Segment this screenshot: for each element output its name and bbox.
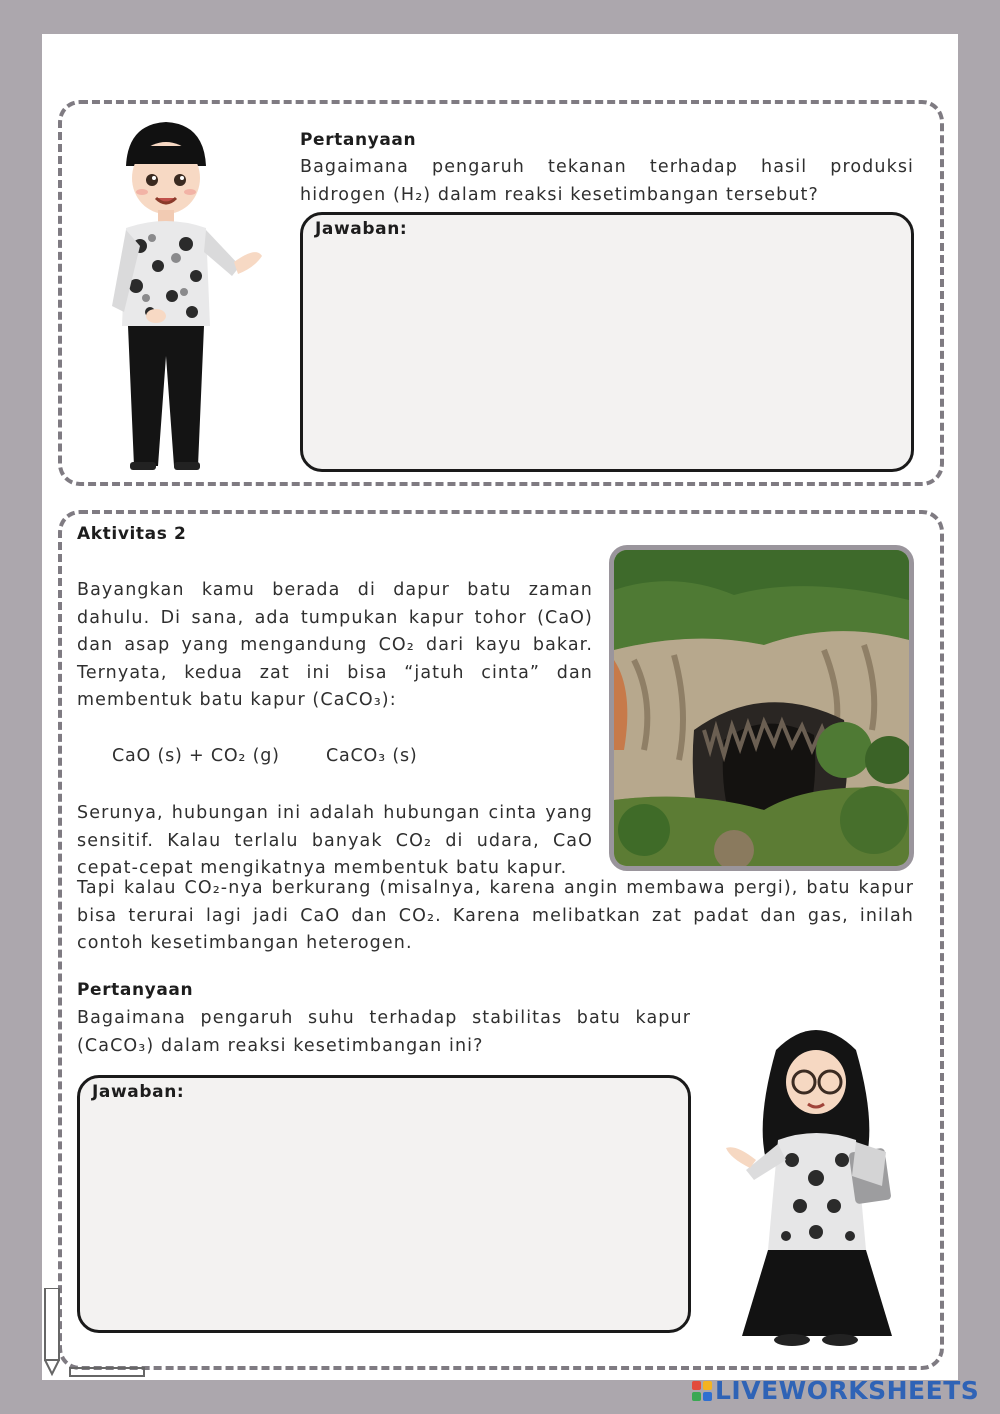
female-teacher-illustration bbox=[716, 1010, 912, 1350]
male-teacher-illustration bbox=[106, 116, 266, 476]
worksheet-page bbox=[42, 34, 958, 1380]
answer-input-2[interactable] bbox=[92, 1112, 676, 1318]
question-heading-2: Pertanyaan bbox=[77, 980, 194, 1000]
pencil-doodle-icon bbox=[42, 1288, 152, 1380]
question-heading-1: Pertanyaan bbox=[300, 130, 417, 150]
activity-body-1: Serunya, hubungan ini adalah hubungan cinta yang sensitif. Kalau terlalu banyak CO₂ di udara, CaO cepat-cepat mengikatnya membentuk batu kapur. bbox=[77, 803, 593, 879]
answer-label-1: Jawaban: bbox=[315, 219, 408, 239]
logo-text: LIVEWORKSHEETS bbox=[715, 1376, 980, 1405]
answer-box-2[interactable] bbox=[77, 1075, 691, 1333]
equation-reactants: CaO (s) + CO₂ (g) bbox=[112, 746, 280, 766]
activity-body-2: Tapi kalau CO₂-nya berkurang (misalnya, karena angin membawa pergi), batu kapur bisa terurai lagi jadi CaO dan CO₂. Karena melibatkan zat padat dan gas, inilah contoh kesetimbangan heterogen. bbox=[77, 878, 914, 954]
question-text-1: Bagaimana pengaruh tekanan terhadap hasil produksi hidrogen (H₂) dalam reaksi kesetimbangan tersebut? bbox=[300, 157, 914, 205]
activity-intro: Bayangkan kamu berada di dapur batu zaman dahulu. Di sana, ada tumpukan kapur tohor (CaO) dan asap yang mengandung CO₂ dari kayu bakar. Ternyata, kedua zat ini bisa “jatuh cinta” dan membentuk batu kapur (CaCO₃): bbox=[77, 580, 593, 711]
answer-label-2: Jawaban: bbox=[92, 1082, 185, 1102]
liveworksheets-logo[interactable] bbox=[692, 1376, 979, 1405]
answer-box-1[interactable] bbox=[300, 212, 914, 472]
answer-input-1[interactable] bbox=[315, 249, 899, 457]
limestone-cave-photo bbox=[609, 545, 914, 871]
activity-title: Aktivitas 2 bbox=[77, 524, 187, 544]
equation-product: CaCO₃ (s) bbox=[326, 746, 418, 766]
liveworksheets-mark-icon bbox=[692, 1381, 712, 1401]
question-text-2: Bagaimana pengaruh suhu terhadap stabilitas batu kapur (CaCO₃) dalam reaksi kesetimbangan ini? bbox=[77, 1008, 691, 1056]
